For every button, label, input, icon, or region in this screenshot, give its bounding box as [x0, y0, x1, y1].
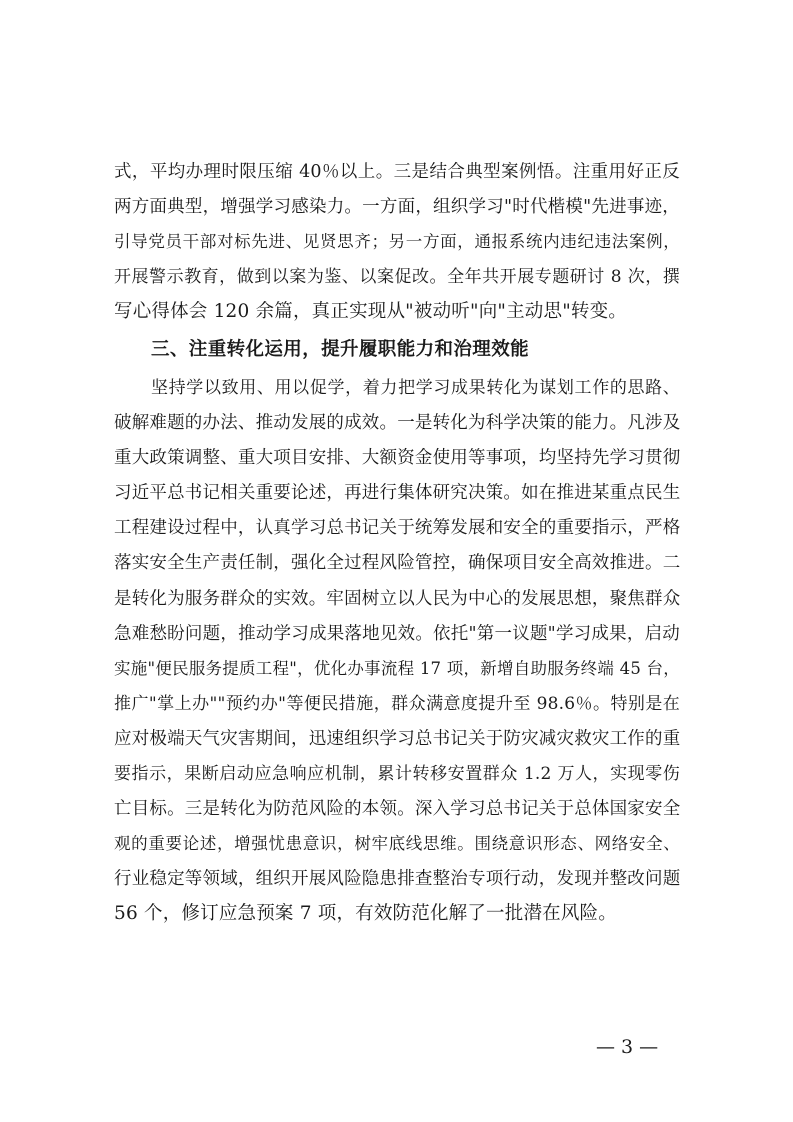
- text-line: 引导党员干部对标先进、见贤思齐；另一方面，通报系统内违纪违法案例，: [114, 232, 680, 251]
- text-line: 行业稳定等领域，组织开展风险隐患排查整治专项行动，发现并整改问题: [114, 869, 681, 889]
- text-line: 亡目标。三是转化为防范风险的本领。深入学习总书记关于总体国家安全: [114, 799, 681, 819]
- text-line: 坚持学以致用、用以促学，着力把学习成果转化为谋划工作的思路、: [151, 378, 680, 398]
- text-line: 观的重要论述，增强忧患意识，树牢底线思维。围绕意识形态、网络安全、: [114, 834, 680, 853]
- text-line: 应对极端天气灾害期间，迅速组织学习总书记关于防灾减灾救灾工作的重: [114, 729, 681, 749]
- text-line: 是转化为服务群众的实效。牢固树立以人民为中心的发展思想，聚焦群众: [114, 589, 681, 609]
- text-line: 习近平总书记相关重要论述，再进行集体研究决策。如在推进某重点民生: [114, 483, 681, 503]
- text-line: 工程建设过程中，认真学习总书记关于统筹发展和安全的重要指示，严格: [114, 518, 681, 538]
- text-line: 要指示，果断启动应急响应机制，累计转移安置群众 1.2 万人，实现零伤: [114, 764, 680, 784]
- text-line: 两方面典型，增强学习感染力。一方面，组织学习"时代楷模"先进事迹，: [114, 197, 680, 217]
- text-line: 实施"便民服务提质工程"，优化办事流程 17 项，新增自助服务终端 45 台，: [114, 659, 680, 678]
- text-line: 推广"掌上办""预约办"等便民措施，群众满意度提升至 98.6％。特别是在: [114, 694, 680, 714]
- text-line: 重大政策调整、重大项目安排、大额资金使用等事项，均坚持先学习贯彻: [114, 448, 681, 468]
- text-line: 急难愁盼问题，推动学习成果落地见效。依托"第一议题"学习成果，启动: [114, 624, 680, 644]
- text-line: 开展警示教育，做到以案为鉴、以案促改。全年共开展专题研讨 8 次，撰: [114, 267, 680, 287]
- text-line: 56 个，修订应急预案 7 项，有效防范化解了一批潜在风险。: [114, 903, 617, 924]
- text-line: 破解难题的办法、推动发展的成效。一是转化为科学决策的能力。凡涉及: [114, 413, 681, 433]
- text-line: 落实安全生产责任制，强化全过程风险管控，确保项目安全高效推进。二: [114, 553, 681, 573]
- section-heading: 三、注重转化运用，提升履职能力和治理效能: [151, 339, 530, 360]
- text-line: 式，平均办理时限压缩 40％以上。三是结合典型案例悟。注重用好正反: [114, 162, 680, 182]
- text-line: 写心得体会 120 余篇，真正实现从"被动听"向"主动思"转变。: [114, 301, 628, 322]
- page-number: — 3 —: [596, 1036, 659, 1058]
